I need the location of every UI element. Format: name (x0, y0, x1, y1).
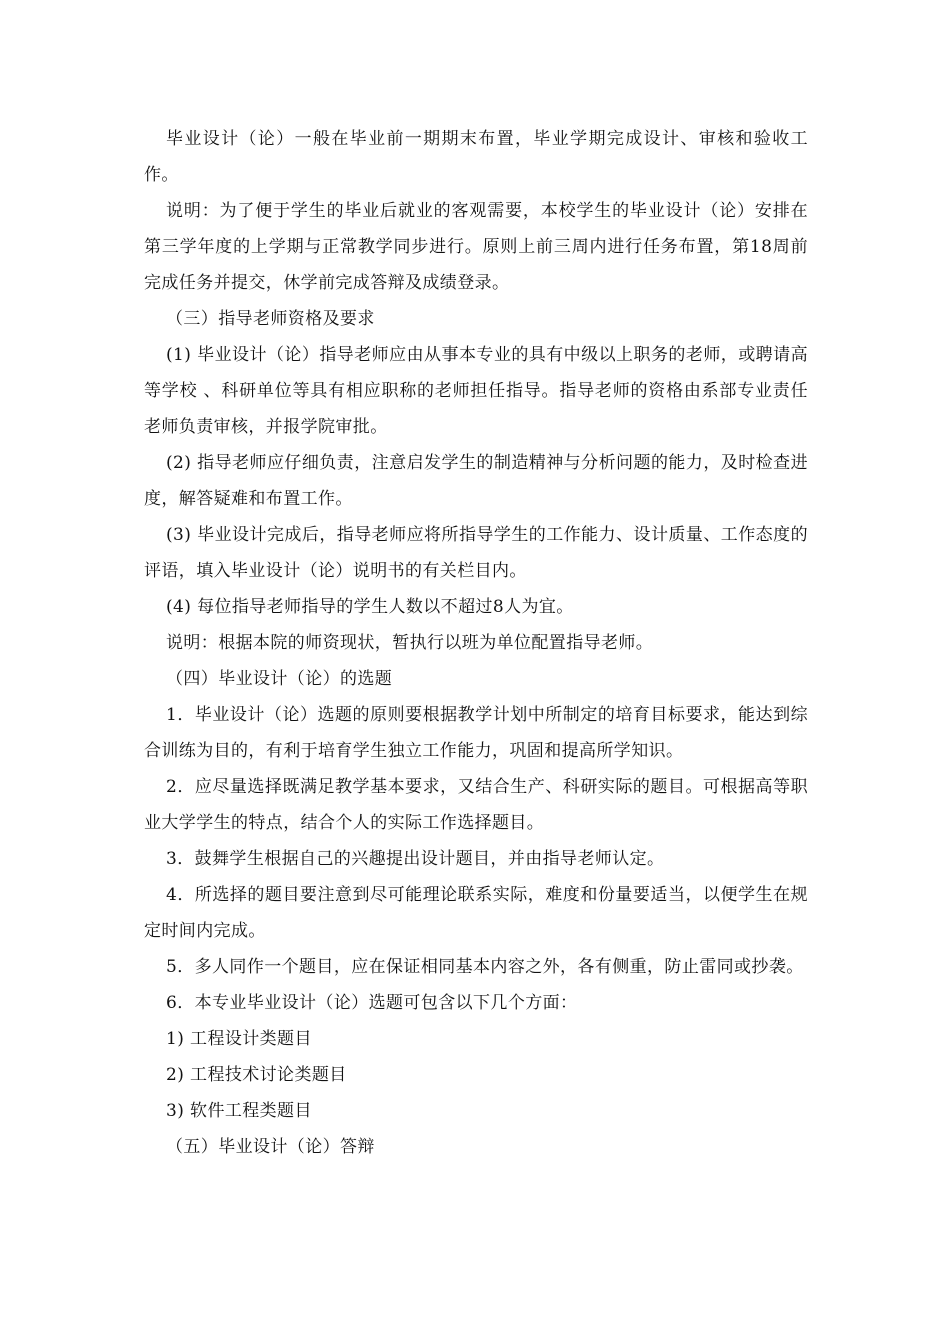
paragraph-14: 5．多人同作一个题目，应在保证相同基本内容之外，各有侧重，防止雷同或抄袭。 (166, 957, 804, 977)
list-item-3: 3) 软件工程类题目 (166, 1101, 312, 1121)
section-heading-4: （四）毕业设计（论）的选题 (166, 669, 393, 689)
paragraph-11: 2．应尽量选择既满足教学基本要求，又结合生产、科研实际的题目。可根据高等职业大学学生的特点，结合个人的实际工作选择题目。 (144, 777, 808, 833)
paragraph-4: (1) 毕业设计（论）指导老师应由从事本专业的具有中级以上职务的老师，或聘请高等学校 、科研单位等具有相应职称的老师担任指导。指导老师的资格由系部专业责任老师负责审核，并报学院审批。 (144, 345, 808, 437)
document-body (144, 121, 808, 1165)
paragraph-2: 说明：为了便于学生的毕业后就业的客观需要，本校学生的毕业设计（论）安排在第三学年度的上学期与正常教学同步进行。原则上前三周内进行任务布置，第18周前完成任务并提交，休学前完成答辩及成绩登录。 (144, 201, 808, 293)
paragraph-10: 1．毕业设计（论）选题的原则要根据教学计划中所制定的培育目标要求，能达到综合训练为目的，有利于培育学生独立工作能力，巩固和提高所学知识。 (144, 705, 808, 761)
paragraph-13: 4．所选择的题目要注意到尽可能理论联系实际，难度和份量要适当，以便学生在规定时间内完成。 (144, 885, 808, 941)
paragraph-5: (2) 指导老师应仔细负责，注意启发学生的制造精神与分析问题的能力，及时检查进度，解答疑难和布置工作。 (144, 453, 808, 509)
list-item-1: 1) 工程设计类题目 (166, 1029, 312, 1049)
paragraph-1: 毕业设计（论）一般在毕业前一期期末布置，毕业学期完成设计、审核和验收工作。 (144, 129, 808, 185)
paragraph-6: (3) 毕业设计完成后，指导老师应将所指导学生的工作能力、设计质量、工作态度的评语，填入毕业设计（论）说明书的有关栏目内。 (144, 525, 808, 581)
section-heading-5: （五）毕业设计（论）答辩 (166, 1137, 375, 1157)
paragraph-7: (4) 每位指导老师指导的学生人数以不超过8人为宜。 (166, 597, 574, 617)
paragraph-8: 说明：根据本院的师资现状，暂执行以班为单位配置指导老师。 (166, 633, 654, 653)
list-item-2: 2) 工程技术讨论类题目 (166, 1065, 347, 1085)
paragraph-12: 3．鼓舞学生根据自己的兴趣提出设计题目，并由指导老师认定。 (166, 849, 665, 869)
section-heading-3: （三）指导老师资格及要求 (166, 309, 375, 329)
paragraph-15: 6．本专业毕业设计（论）选题可包含以下几个方面： (166, 993, 578, 1013)
